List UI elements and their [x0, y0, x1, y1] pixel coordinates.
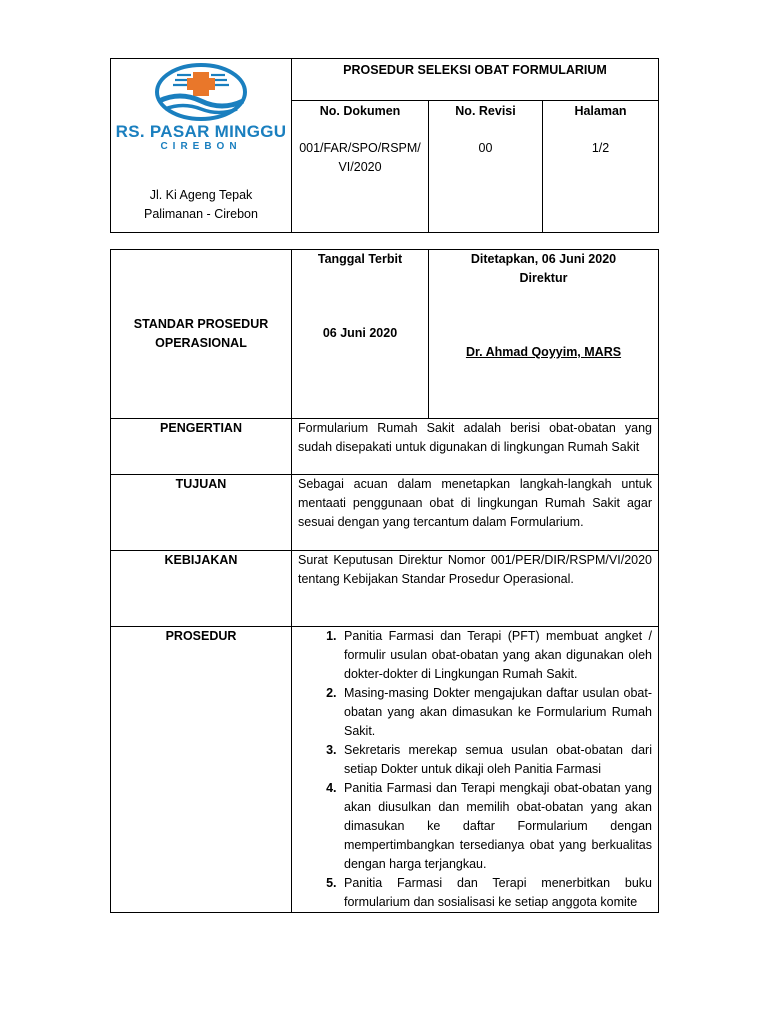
- org-city: CIREBON: [160, 141, 242, 152]
- sop-label-line-1: STANDAR PROSEDUR: [133, 317, 269, 331]
- page-label: Halaman: [574, 104, 627, 118]
- revision-value: 00: [478, 141, 493, 155]
- address-line-2: Palimanan - Cirebon: [144, 207, 258, 221]
- director-name: Dr. Ahmad Qoyyim, MARS: [465, 345, 622, 359]
- doc-number-value: 001/FAR/SPO/RSPM/ VI/2020: [299, 141, 421, 174]
- list-item: 5. Panitia Farmasi dan Terapi menerbitkan buku formularium dan sosialisasi ke setiap anggota komite: [340, 874, 652, 912]
- pengertian-text: Formularium Rumah Sakit adalah berisi obat-obatan yang sudah disepakati untuk digunakan di lingkungan Rumah Sakit: [292, 419, 659, 475]
- prosedur-label: PROSEDUR: [111, 627, 292, 913]
- org-name: RS. PASAR MINGGU: [115, 122, 287, 141]
- hospital-logo-icon: [149, 63, 253, 121]
- document-title: PROSEDUR SELEKSI OBAT FORMULARIUM: [292, 59, 659, 101]
- list-item: 1. Panitia Farmasi dan Terapi (PFT) membuat angket / formulir usulan obat-obatan yang akan digunakan oleh dokter-dokter di Lingkungan Rumah Sakit.: [340, 627, 652, 684]
- sop-label-line-2: OPERASIONAL: [155, 336, 247, 350]
- set-date-label: Ditetapkan, 06 Juni 2020: [470, 252, 617, 266]
- kebijakan-label: KEBIJAKAN: [111, 551, 292, 627]
- pengertian-label: PENGERTIAN: [111, 419, 292, 475]
- document-header-table: [110, 58, 659, 233]
- list-item: 4. Panitia Farmasi dan Terapi mengkaji obat-obatan yang akan diusulkan dan memilih obat-obatan yang akan dimasukan ke daftar Formularium dengan mempertimbangkan tersedianya obat yang berkualitas dengan harga terjangkau.: [340, 779, 652, 874]
- tujuan-label: TUJUAN: [111, 475, 292, 551]
- issue-date-label: Tanggal Terbit: [317, 252, 403, 266]
- list-item: 3. Sekretaris merekap semua usulan obat-obatan dari setiap Dokter untuk dikaji oleh Panitia Farmasi: [340, 741, 652, 779]
- tujuan-text: Sebagai acuan dalam menetapkan langkah-langkah untuk mentaati penggunaan obat di lingkungan Rumah Sakit agar sesuai dengan yang tercantum dalam Formularium.: [292, 475, 659, 551]
- sop-label-cell: [111, 250, 292, 419]
- sop-content-table: [110, 249, 659, 913]
- list-item: 2. Masing-masing Dokter mengajukan daftar usulan obat-obatan yang akan dimasukan ke Formularium Rumah Sakit.: [340, 684, 652, 741]
- prosedur-list: [292, 627, 652, 912]
- address-line-1: Jl. Ki Ageng Tepak: [149, 188, 253, 202]
- logo-cell: [111, 59, 292, 233]
- doc-number-label: No. Dokumen: [319, 104, 401, 118]
- director-label: Direktur: [519, 271, 568, 285]
- kebijakan-text: Surat Keputusan Direktur Nomor 001/PER/DIR/RSPM/VI/2020 tentang Kebijakan Standar Prosedur Operasional.: [292, 551, 659, 627]
- page-value: 1/2: [591, 141, 610, 155]
- revision-label: No. Revisi: [455, 104, 516, 118]
- issue-date-value: 06 Juni 2020: [322, 326, 398, 340]
